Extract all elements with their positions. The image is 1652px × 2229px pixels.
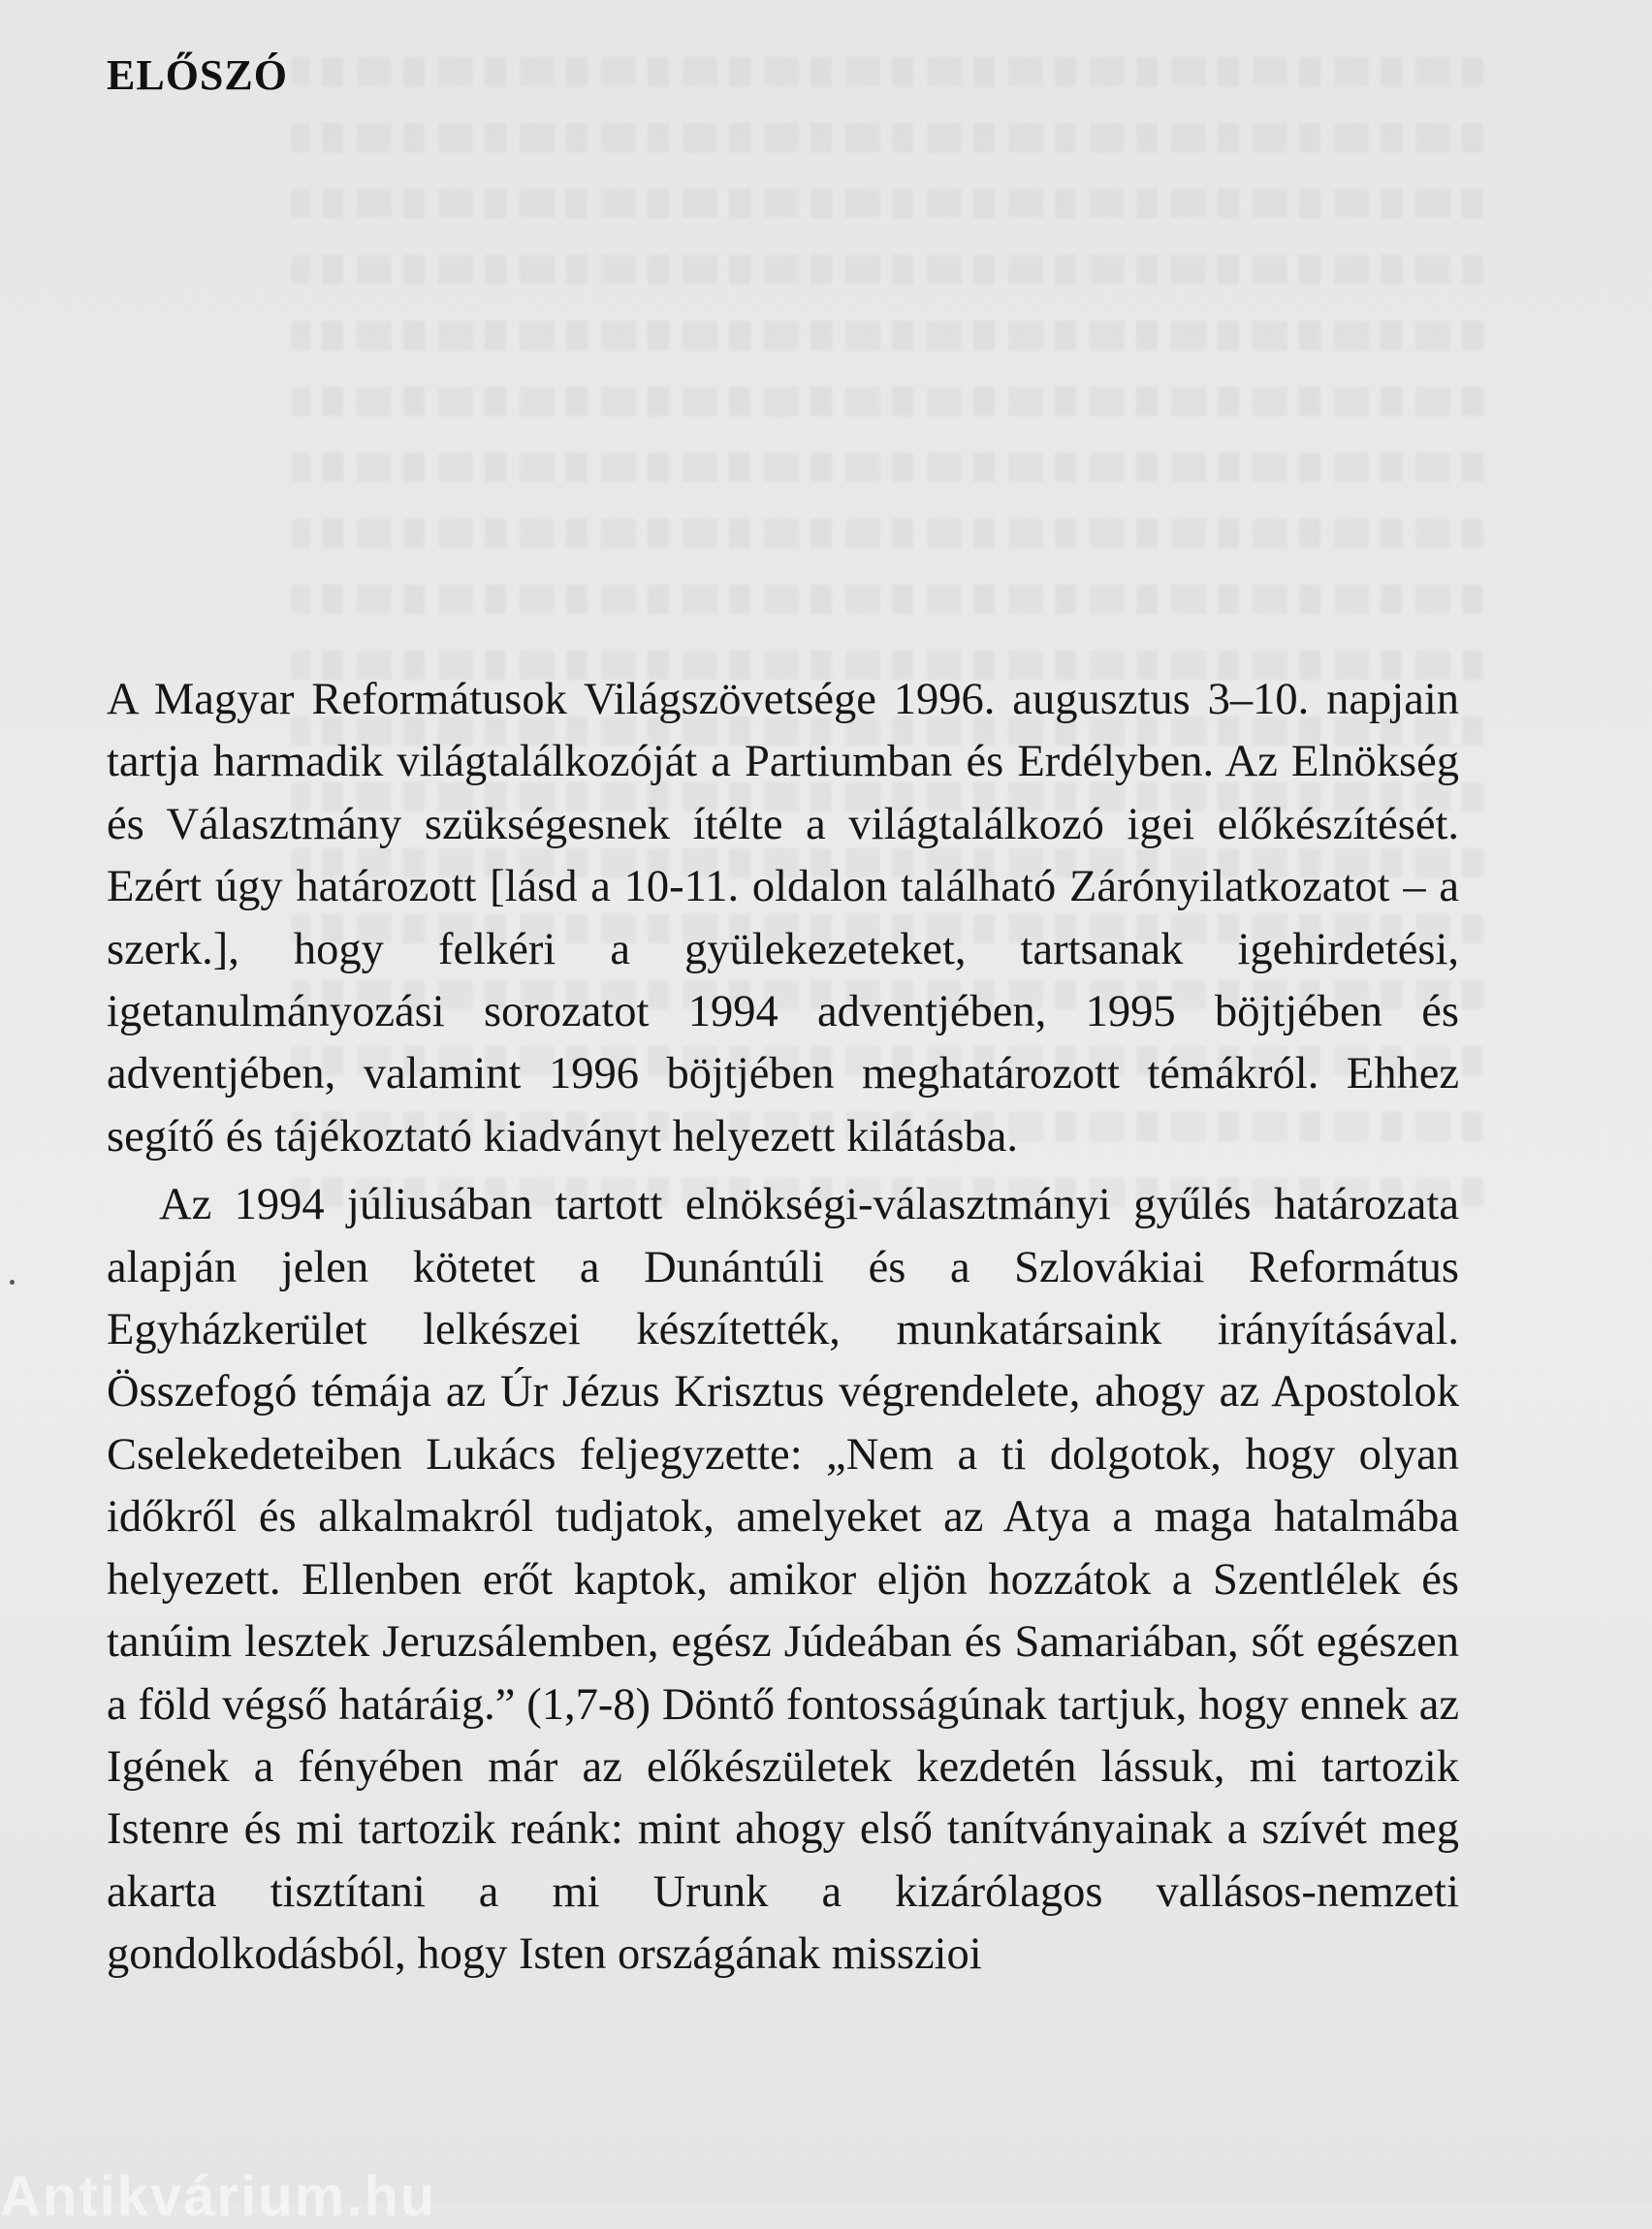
body-text <box>107 669 1459 1987</box>
paragraph: A Magyar Reformátusok Világszövetsége 1996. augusztus 3–10. napjain tartja harmadik világtalálkozóját a Partiumban és Erdélyben. Az Elnökség és Választmány szükségesnek ítélte a világtalálkozó igei előkészítését. Ezért úgy határozott [lásd a 10-11. oldalon található Zárónyilatkozatot – a szerk.], hogy felkéri a gyülekezeteket, tartsanak igehirdetési, igetanulmányozási sorozatot 1994 adventjében, 1995 böjtjében és adventjében, valamint 1996 böjtjében meghatározott témákról. Ehhez segítő és tájékoztató kiadványt helyezett kilátásba. <box>107 675 1459 1162</box>
page-title: ELŐSZÓ <box>107 51 288 99</box>
watermark: Antikvárium.hu <box>0 2165 437 2228</box>
margin-mark <box>10 1280 15 1285</box>
paragraph: Az 1994 júliusában tartott elnökségi-választmányi gyűlés határozata alapján jelen kötetet a Dunántúli és a Szlovákiai Református Egyházkerület lelkészei készítették, munkatársaink irányításával. Összefogó témája az Úr Jézus Krisztus végrendelete, ahogy az Apostolok Cselekedeteiben Lukács feljegyzette: „Nem a ti dolgotok, hogy olyan időkről és alkalmakról tudjatok, amelyeket az Atya a maga hatalmába helyezett. Ellenben erőt kaptok, amikor eljön hozzátok a Szentlélek és tanúim lesztek Jeruzsálemben, egész Júdeában és Samariában, sőt egészen a föld végső határáig.” (1,7-8) Döntő fontosságúnak tartjuk, hogy ennek az Igének a fényében már az előkészületek kezdetén lássuk, mi tartozik Istenre és mi tartozik reánk: mint ahogy első tanítványainak a szívét meg akarta tisztítani a mi Urunk a kizárólagos vallásos-nemzeti gondolkodásból, hogy Isten országának misszioi <box>107 1180 1459 1980</box>
